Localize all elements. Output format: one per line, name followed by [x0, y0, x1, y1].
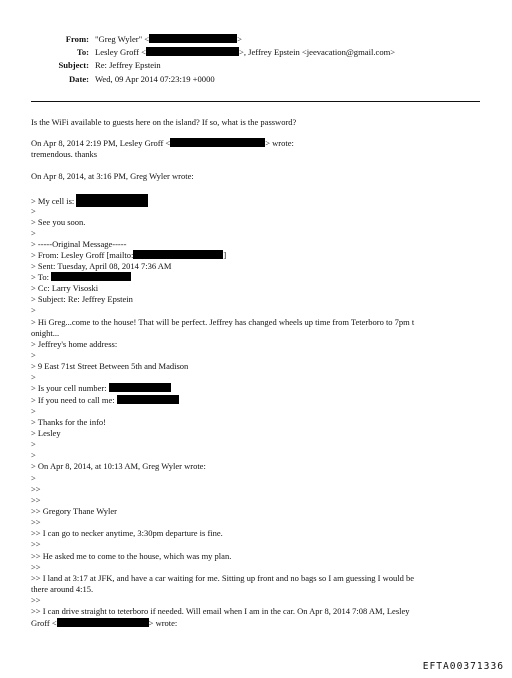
body-line: >> Gregory Thane Wyler [31, 506, 117, 516]
body-line: Is the WiFi available to guests here on the island? If so, what is the password? [31, 117, 297, 127]
body-line: > -----Original Message----- [31, 239, 127, 249]
to-value: Lesley Groff < >, Jeffrey Epstein <jeevacation@gmail.com> [95, 47, 396, 57]
body-line: > Cc: Larry Visoski [31, 283, 99, 293]
body-line: > Subject: Re: Jeffrey Epstein [31, 294, 133, 304]
body-line: > Hi Greg...come to the house! That will be perfect. Jeffrey has changed wheels up time from Teterboro to 7pm t [31, 317, 415, 327]
body-line: > [31, 305, 36, 315]
body-line: > Thanks for the info! [31, 417, 106, 427]
body-line: > My cell is: [31, 194, 148, 207]
body-line: > If you need to call me: [31, 395, 179, 405]
redaction-box [170, 138, 265, 147]
body-line: > [31, 439, 36, 449]
date-label: Date: [68, 74, 89, 84]
body-line: there around 4:15. [31, 584, 94, 594]
body-line: >> [31, 484, 41, 494]
body-line: tremendous. thanks [31, 149, 98, 159]
body-line: > From: Lesley Groff [mailto: ] [31, 250, 227, 260]
body-line: > [31, 228, 36, 238]
from-value: "Greg Wyler" < > [95, 34, 242, 44]
redaction-box [149, 34, 237, 43]
body-line: > See you soon. [31, 217, 86, 227]
subject-value: Re: Jeffrey Epstein [95, 60, 161, 70]
redaction-box [57, 618, 149, 627]
body-line: > 9 East 71st Street Between 5th and Madison [31, 361, 189, 371]
body-line: >> [31, 539, 41, 549]
date-value: Wed, 09 Apr 2014 07:23:19 +0000 [95, 74, 215, 84]
redaction-box [146, 47, 239, 56]
body-line: >> [31, 517, 41, 527]
redaction-box [76, 194, 148, 207]
body-line: > Sent: Tuesday, April 08, 2014 7:36 AM [31, 261, 172, 271]
header-divider [31, 101, 480, 102]
body-line: Groff < > wrote: [31, 618, 178, 628]
body-line: > [31, 450, 36, 460]
body-line: >> I land at 3:17 at JFK, and have a car waiting for me. Sitting up front and no bags so I am guessing I would be [31, 573, 415, 583]
body-line: > [31, 406, 36, 416]
body-line: >> [31, 562, 41, 572]
body-line: >> I can go to necker anytime, 3:30pm departure is fine. [31, 528, 223, 538]
body-line: >> He asked me to come to the house, which was my plan. [31, 551, 232, 561]
redaction-box [133, 250, 223, 259]
body-line: > To: [31, 272, 131, 282]
to-label: To: [76, 47, 89, 57]
body-line: onight... [31, 328, 60, 338]
body-line: > Lesley [31, 428, 61, 438]
from-label: From: [65, 34, 89, 44]
body-line: > Jeffrey's home address: [31, 339, 118, 349]
body-line: >> I can drive straight to teterboro if needed. Will email when I am in the car. On Apr 8, 2014 7:08 AM, Lesley [31, 606, 410, 616]
redaction-box [109, 383, 171, 392]
body-line: > [31, 350, 36, 360]
document-id: EFTA00371336 [422, 661, 504, 672]
body-line: On Apr 8, 2014 2:19 PM, Lesley Groff < > wrote: [31, 138, 294, 148]
redaction-box [51, 272, 131, 281]
subject-label: Subject: [58, 60, 89, 70]
body-line: >> [31, 495, 41, 505]
body-line: On Apr 8, 2014, at 3:16 PM, Greg Wyler wrote: [31, 171, 194, 181]
redaction-box [117, 395, 179, 404]
body-line: > On Apr 8, 2014, at 10:13 AM, Greg Wyler wrote: [31, 461, 206, 471]
body-line: > [31, 372, 36, 382]
body-line: > Is your cell number: [31, 383, 171, 393]
body-line: >> [31, 595, 41, 605]
body-line: > [31, 473, 36, 483]
body-line: > [31, 206, 36, 216]
